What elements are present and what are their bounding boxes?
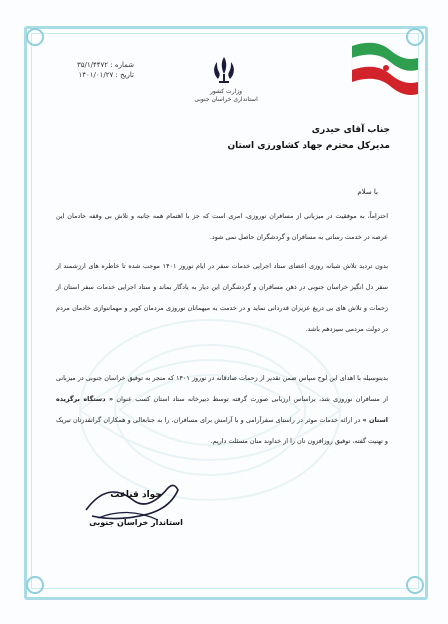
addressee-name: جناب آقای حیدری	[311, 125, 390, 135]
signer-name: جواد قناعت	[110, 490, 162, 500]
paragraph-2: بدون تردید تلاش شبانه روزی اعضای ستاد اجرایی خدمات سفر در ایام نوروز ۱۴۰۱ موجب شده تا خاطره های ارزشمند از سفر دل انگیز خراسان جنوبی در ذهن مسافران و گردشگران این دیار به یادگار بماند و ستاد اجرایی خدمات سفر استان از زحمات و تلاش های بی دریغ عزیزان قدردانی نماید و در خدمت به میهمانان نوروزی مردمان کویر و مهماننوازی خادمان مردم در دولت مردمی سیزدهم باشد.	[56, 262, 388, 333]
handwritten-signature	[78, 470, 188, 540]
addressee-block	[190, 122, 390, 154]
ministry-line1: وزارت کشور	[209, 88, 243, 95]
signer-title: استاندار خراسان جنوبی	[89, 518, 183, 527]
greeting: با سلام	[357, 188, 378, 196]
iran-flag-icon	[346, 36, 422, 112]
corner-ornament-tl	[26, 28, 44, 46]
ministry-caption	[186, 88, 266, 104]
date-value: ۱۴۰۱/۰۱/۲۷	[78, 71, 114, 79]
paragraph-3	[56, 368, 388, 452]
award-title: « دستگاه برگزیده استان »	[56, 395, 388, 424]
number-label: شماره :	[110, 61, 134, 69]
reference-block	[44, 60, 134, 80]
corner-ornament-bl	[26, 576, 44, 594]
paragraph-1: احتراماً، به موفقیت در میزبانی از مسافران نوروزی، امری است که جز با اهتمام همه جانبه و تلاش بی وقفه خادمان این عرصه در خدمت رسانی به مسافران و گردشگران حاصل نمی شود.	[56, 212, 388, 241]
paragraph-3-part-1: بدینوسیله با اهدای این لوح سپاس ضمن تقدیر از زحمات صادقانه در نوروز ۱۴۰۱ که منجر به توفیق خراسان جنوبی در میزبانی از مسافران نوروزی شد، براساس ارزیابی صورت گرفته توسط دبیرخانه ستاد استان کسب عنوان	[56, 374, 388, 403]
iran-emblem-icon	[208, 54, 240, 86]
addressee-title: مدیرکل محترم جهاد کشاورزی استان	[227, 141, 390, 151]
corner-ornament-br	[406, 576, 424, 594]
ministry-line2: استانداری خراسان جنوبی	[194, 96, 258, 103]
date-label: تاریخ :	[115, 71, 134, 79]
paragraph-3-part-2: در ارائه خدمات موثر در راستای سفرآرامی و با آرامش برای مسافران، را به جنابعالی و همکاران گرانقدرتان تبریک و تهنیت گفته، توفیق روزافزون تان را از خداوند منان مسئلت داریم.	[56, 416, 388, 445]
number-value: ۳۵/۱/۴۴۷۲	[77, 61, 109, 69]
